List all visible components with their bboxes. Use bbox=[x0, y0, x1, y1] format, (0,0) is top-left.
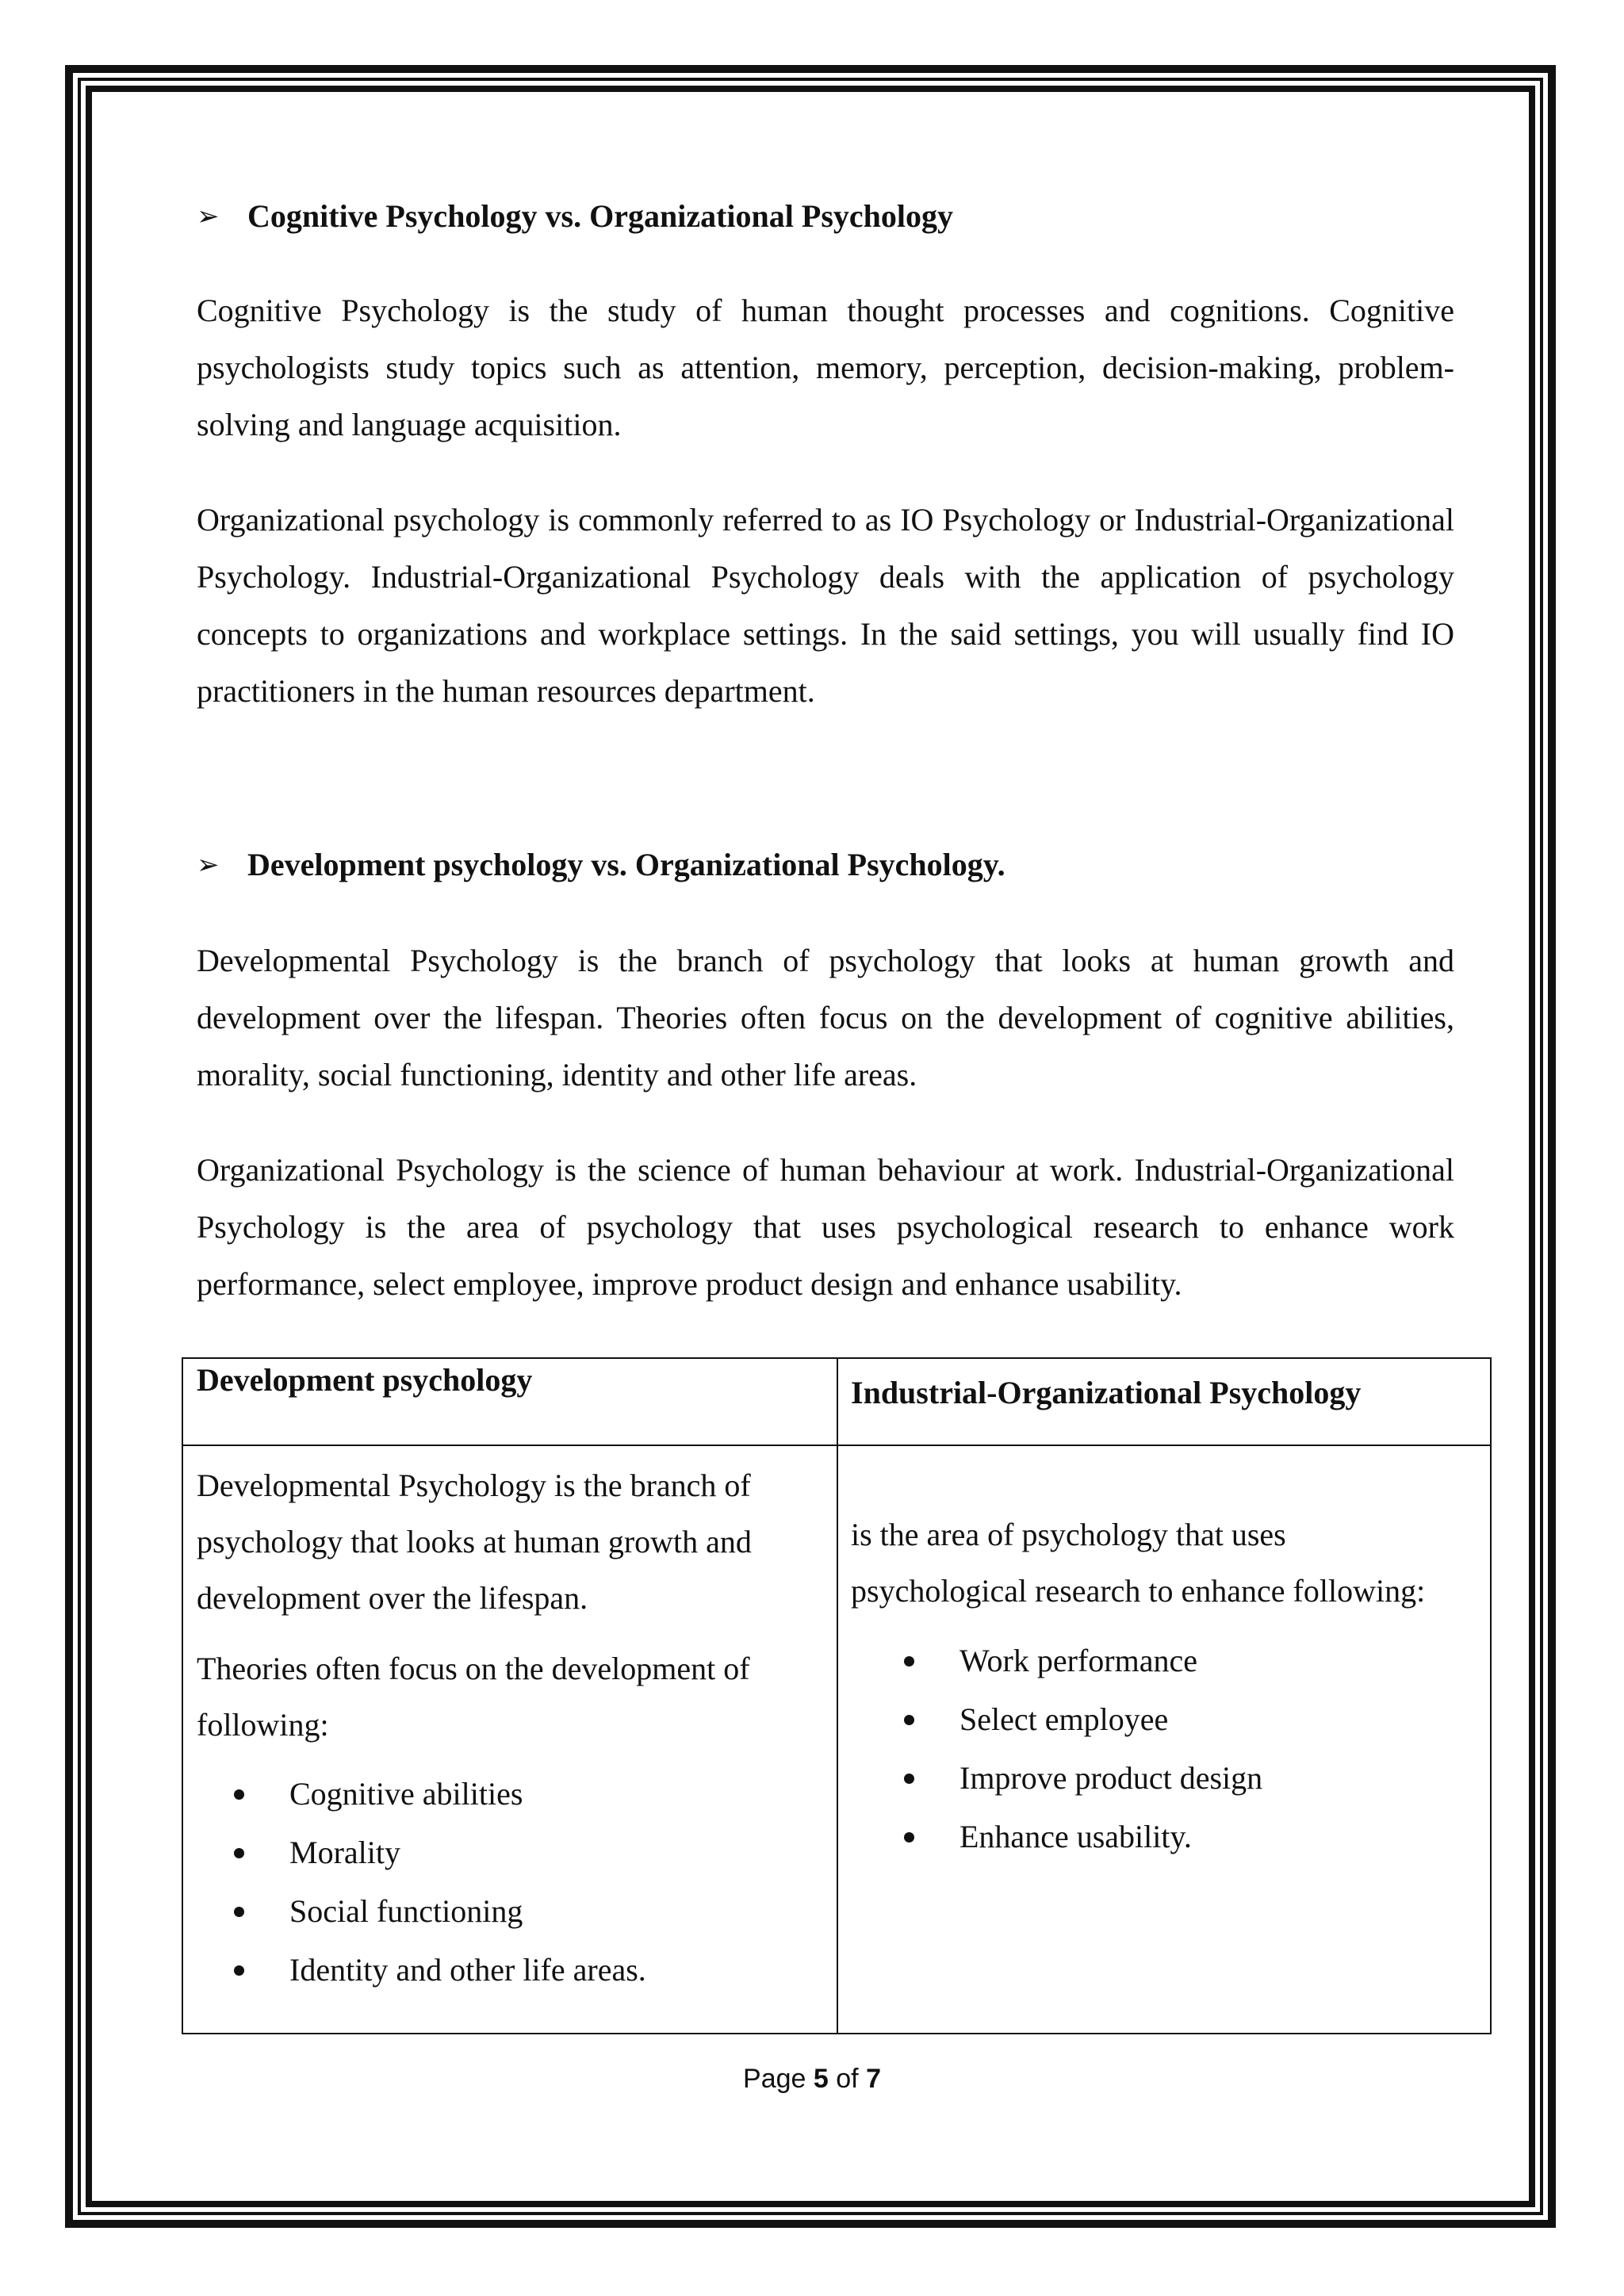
left-cell-intro: Developmental Psychology is the branch of psychology that looks at human growth and development over the lifespan. bbox=[197, 1468, 752, 1616]
bullet-dot-icon bbox=[904, 1715, 914, 1725]
list-item: Select employee bbox=[904, 1690, 1262, 1749]
left-cell-bullet-list bbox=[234, 1765, 646, 1999]
table-header-industrial-organizational: Industrial-Organizational Psychology bbox=[851, 1375, 1362, 1410]
arrow-bullet-icon: ➢ bbox=[197, 201, 220, 232]
right-cell-intro: is the area of psychology that uses psychological research to enhance following: bbox=[851, 1517, 1426, 1609]
footer-page-number: 5 bbox=[813, 2064, 829, 2094]
bullet-dot-icon bbox=[904, 1656, 914, 1667]
footer-of-word: of bbox=[836, 2064, 859, 2094]
list-item: Identity and other life areas. bbox=[234, 1941, 646, 1999]
list-item: Morality bbox=[234, 1823, 646, 1882]
bullet-dot-icon bbox=[234, 1965, 244, 1976]
section-heading-text: Cognitive Psychology vs. Organizational Psychology bbox=[247, 198, 953, 234]
table-column-divider bbox=[837, 1359, 838, 2033]
list-item: Cognitive abilities bbox=[234, 1765, 646, 1823]
section-heading-development bbox=[197, 845, 1005, 885]
bullet-dot-icon bbox=[234, 1848, 244, 1858]
bullet-dot-icon bbox=[234, 1907, 244, 1917]
left-cell-lead: Theories often focus on the development of following: bbox=[197, 1651, 750, 1743]
comparison-table bbox=[182, 1357, 1492, 2034]
page-footer bbox=[0, 2061, 1624, 2096]
section-heading-text: Development psychology vs. Organizational Psychology. bbox=[247, 847, 1005, 882]
paragraph-organizational-definition: Organizational psychology is commonly referred to as IO Psychology or Industrial-Organizational Psychology. Industrial-Organizational Psychology deals with the application of psychology concepts to organizations and workplace settings. In the said settings, you will usually find IO practitioners in the human resources department. bbox=[197, 502, 1454, 709]
bullet-dot-icon bbox=[234, 1789, 244, 1800]
paragraph-organizational-science: Organizational Psychology is the science of human behaviour at work. Industrial-Organizational Psychology is the area of psychology that uses psychological research to enhance work performance, select employee, improve product design and enhance usability. bbox=[197, 1152, 1454, 1302]
bullet-dot-icon bbox=[904, 1832, 914, 1843]
table-header-divider bbox=[183, 1445, 1490, 1446]
list-item: Social functioning bbox=[234, 1882, 646, 1941]
right-cell-bullet-list bbox=[904, 1632, 1262, 1866]
footer-page-total: 7 bbox=[866, 2064, 881, 2094]
footer-page-word: Page bbox=[743, 2064, 806, 2094]
paragraph-developmental-definition: Developmental Psychology is the branch of psychology that looks at human growth and development over the lifespan. Theories often focus on the development of cognitive abilities, morality, social functioning, identity and other life areas. bbox=[197, 943, 1454, 1093]
list-item: Work performance bbox=[904, 1632, 1262, 1690]
list-item: Enhance usability. bbox=[904, 1808, 1262, 1866]
arrow-bullet-icon: ➢ bbox=[197, 849, 220, 881]
list-item: Improve product design bbox=[904, 1749, 1262, 1808]
bullet-dot-icon bbox=[904, 1774, 914, 1784]
paragraph-cognitive-definition: Cognitive Psychology is the study of human thought processes and cognitions. Cognitive psychologists study topics such as attention, memory, perception, decision-making, problem-solving and language acquisition. bbox=[197, 293, 1454, 442]
table-header-development: Development psychology bbox=[197, 1362, 533, 1398]
section-heading-cognitive bbox=[197, 197, 953, 236]
